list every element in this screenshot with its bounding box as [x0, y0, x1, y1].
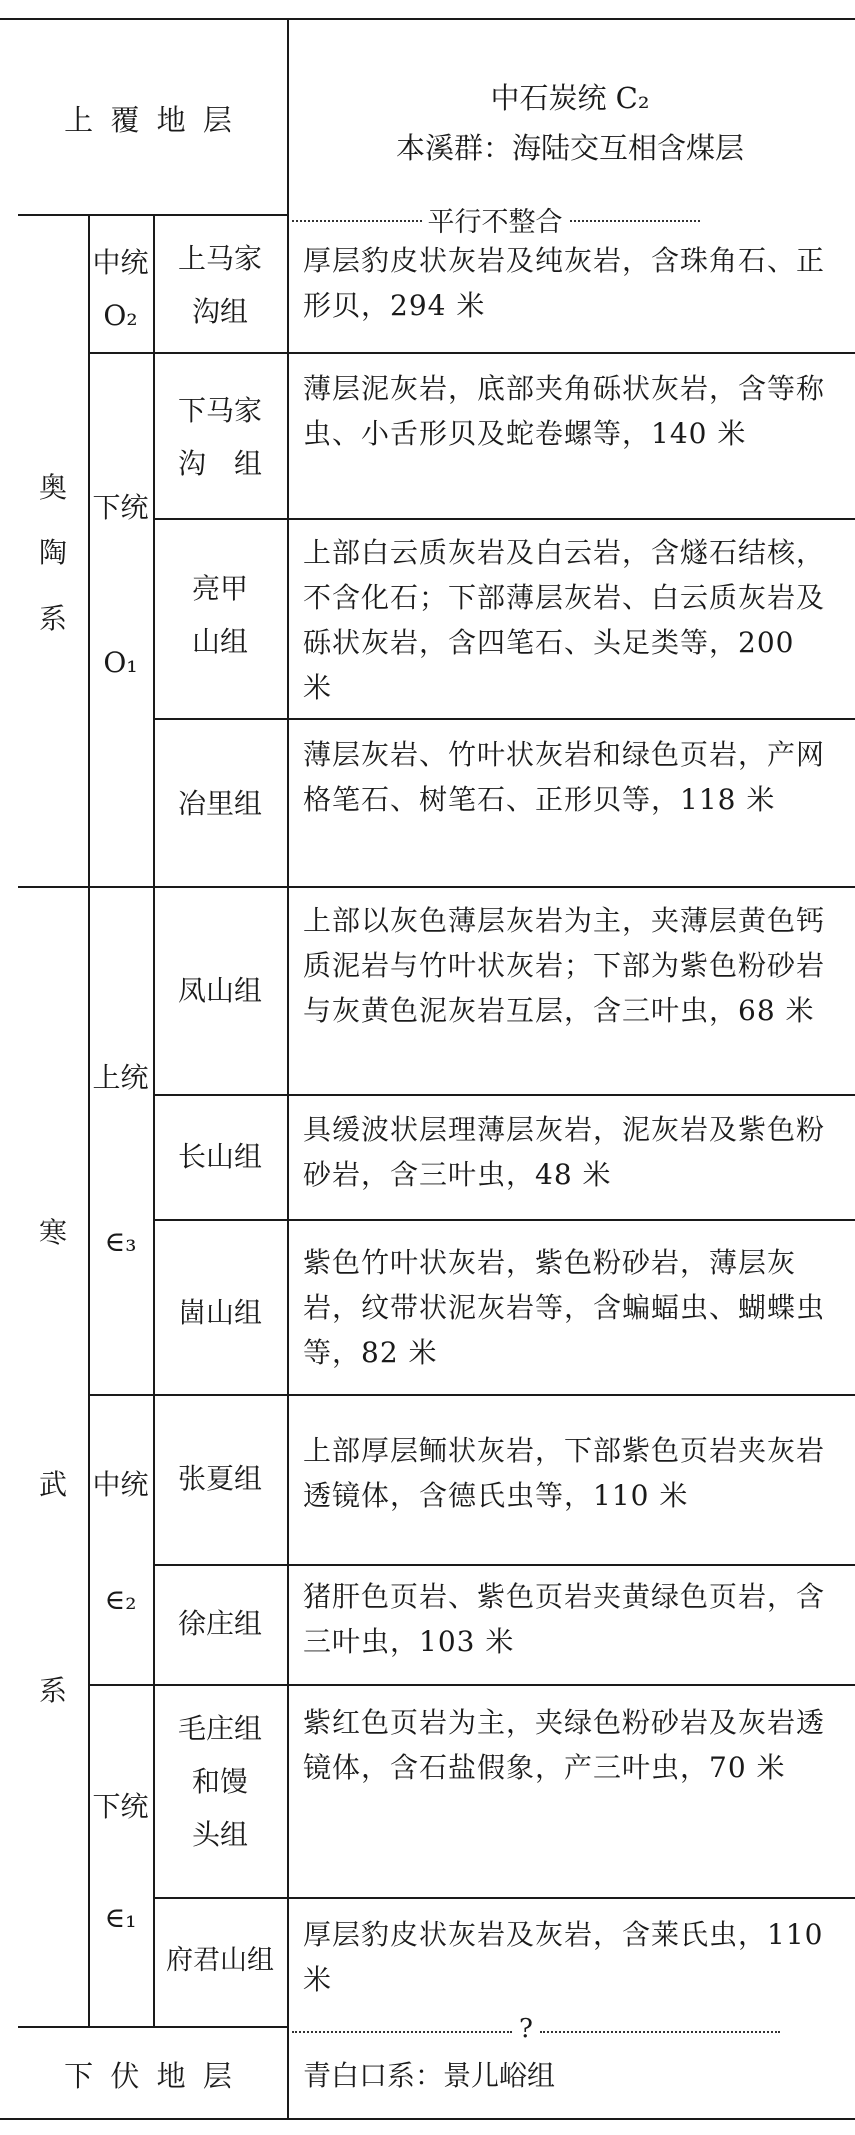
formation-name-yeli: 冶里组: [177, 787, 262, 820]
top-contact-dots-left: [292, 220, 422, 222]
cambrian-upper-series-name: 上统: [92, 1061, 149, 1094]
formation-name-fujunshan: 府君山组: [166, 1945, 274, 1976]
ordovician-lower-series-code: O₁: [103, 646, 138, 679]
row-line: [153, 718, 855, 720]
formation-name-maozhuang-mantou: [153, 1706, 287, 1857]
formation-name-line: 和馒: [191, 1765, 248, 1798]
formation-name-line: 亮甲: [191, 572, 248, 605]
formation-name-shangmajiagou: [153, 236, 287, 334]
cambrian-system-char-1: 寒: [38, 1216, 67, 1249]
ordovician-system-char-1: 奥: [38, 471, 67, 504]
formation-description: 上部以灰色薄层灰岩为主，夹薄层黄色钙质泥岩与竹叶状灰岩；下部为紫色粉砂岩与灰黄色泥灰岩互层，含三叶虫，68 米: [303, 904, 826, 1027]
formation-description: 厚层豹皮状灰岩及灰岩，含莱氏虫，110 米: [303, 1918, 824, 1996]
bottom-contact-dots-left: [292, 2031, 512, 2033]
top-contact-label: 平行不整合: [427, 207, 563, 238]
formation-name-xuzhuang: 徐庄组: [177, 1607, 262, 1640]
overlying-title: 中石炭统 C₂: [490, 81, 650, 115]
formation-name-changshan: 长山组: [177, 1140, 262, 1173]
overlying-subtitle: 本溪群：海陆交互相含煤层: [395, 131, 744, 165]
ordovician-middle-series-name: 中统: [92, 246, 149, 279]
formation-description: 薄层泥灰岩，底部夹角砾状灰岩，含等称虫、小舌形贝及蛇卷螺等，140 米: [303, 372, 826, 450]
series-boundary: [88, 1684, 855, 1686]
cambrian-middle-series-code: ∈₂: [104, 1583, 137, 1616]
row-line: [88, 352, 855, 354]
formation-description: 紫红色页岩为主，夹绿色粉砂岩及灰岩透镜体，含石盐假象，产三叶虫，70 米: [303, 1706, 826, 1784]
formation-name-line: 头组: [191, 1818, 248, 1851]
bottom-contact-dots-right: [540, 2031, 780, 2033]
underlying-description: 青白口系：景儿峪组: [303, 2059, 556, 2092]
ordovician-lower-series-name: 下统: [92, 491, 149, 524]
table-bottom-border: [0, 2118, 855, 2120]
series-boundary: [88, 1394, 855, 1396]
formation-name-gushan: 崮山组: [177, 1296, 262, 1329]
formation-description: 具缓波状层理薄层灰岩，泥灰岩及紫色粉砂岩，含三叶虫，48 米: [303, 1113, 826, 1191]
cambrian-lower-series-code: ∈₁: [104, 1901, 137, 1934]
table-top-border: [0, 18, 855, 20]
formation-name-line: 山组: [191, 625, 248, 658]
formation-name-line: 下马家: [177, 394, 262, 427]
cambrian-upper-series-code: ∈₃: [104, 1225, 137, 1258]
system-boundary: [18, 886, 855, 888]
overlying-label: 上 覆 地 层: [64, 103, 236, 137]
cambrian-middle-series-name: 中统: [92, 1468, 149, 1501]
row-line: [153, 1219, 855, 1221]
cambrian-system-char-3: 系: [38, 1674, 67, 1707]
cambrian-system-char-2: 武: [38, 1468, 67, 1501]
cambrian-lower-series-name: 下统: [92, 1790, 149, 1823]
bottom-contact-label: ?: [519, 2014, 533, 2044]
ordovician-middle-series-code: O₂: [103, 299, 138, 332]
row-line: [153, 1897, 855, 1899]
row-line: [153, 1094, 855, 1096]
formation-name-fengshan: 凤山组: [177, 974, 262, 1007]
ordovician-system-char-3: 系: [38, 602, 67, 635]
ordovician-system-char-2: 陶: [38, 536, 67, 569]
formation-name-line: 毛庄组: [177, 1712, 262, 1745]
underlying-rule: [18, 2026, 287, 2028]
formation-name-line: 沟组: [191, 295, 248, 328]
formation-description: 紫色竹叶状灰岩，紫色粉砂岩，薄层灰岩，纹带状泥灰岩等，含蝙蝠虫、蝴蝶虫等，82 米: [303, 1246, 826, 1369]
row-line: [153, 518, 855, 520]
formation-description: 上部厚层鲕状灰岩，下部紫色页岩夹灰岩透镜体，含德氏虫等，110 米: [303, 1434, 826, 1512]
top-contact-dots-right: [570, 220, 700, 222]
formation-name-xiamajiagou: [153, 388, 287, 486]
formation-name-liangjiashan: [153, 566, 287, 664]
formation-description: 上部白云质灰岩及白云岩，含燧石结核，不含化石；下部薄层灰岩、白云质灰岩及砾状灰岩，含四笔石、头足类等，200 米: [303, 536, 826, 704]
overlying-rule: [18, 214, 287, 216]
formation-name-line: 沟 组: [177, 447, 262, 480]
formation-description: 厚层豹皮状灰岩及纯灰岩，含珠角石、正形贝，294 米: [303, 244, 826, 322]
formation-name-line: 上马家: [177, 242, 262, 275]
underlying-label: 下 伏 地 层: [64, 2059, 236, 2093]
row-line: [153, 1564, 855, 1566]
formation-description: 薄层灰岩、竹叶状灰岩和绿色页岩，产网格笔石、树笔石、正形贝等，118 米: [303, 738, 826, 816]
main-divider: [287, 18, 289, 2118]
formation-name-zhangxia: 张夏组: [177, 1462, 262, 1495]
formation-description: 猪肝色页岩、紫色页岩夹黄绿色页岩，含三叶虫，103 米: [303, 1580, 826, 1658]
